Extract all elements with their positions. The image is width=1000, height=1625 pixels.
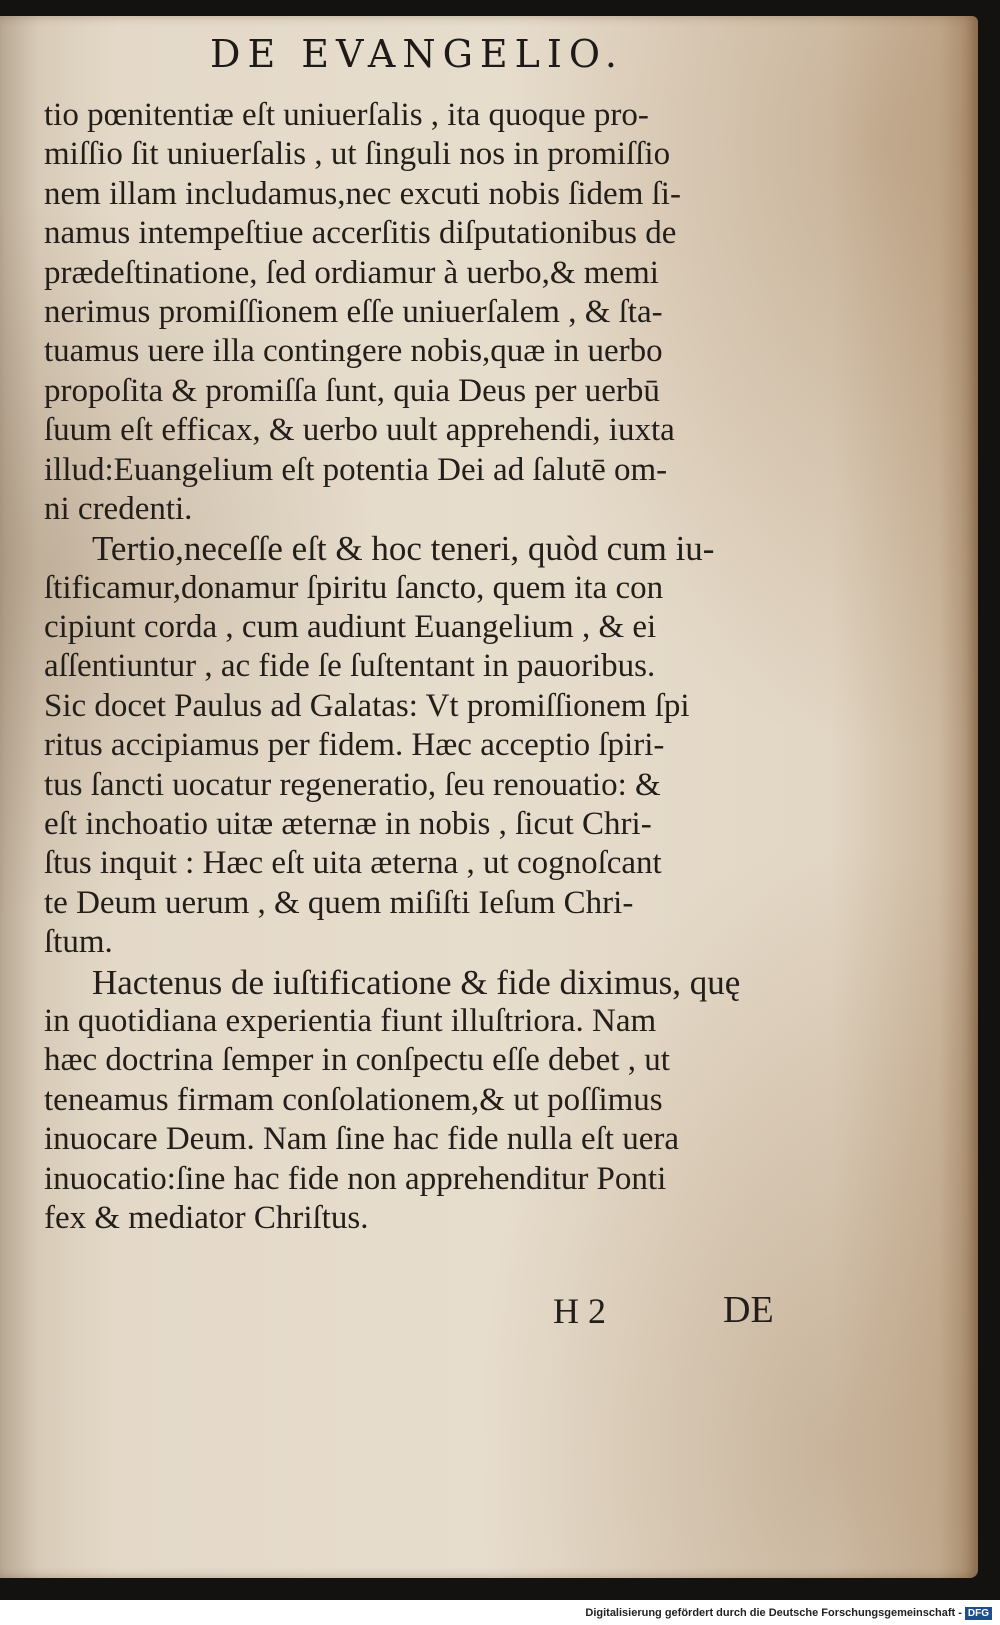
catchword: DE (723, 1289, 774, 1331)
text-line: ſtus inquit : Hæc eſt uita æterna , ut cognoſcant (44, 845, 662, 882)
text-line: eſt inchoatio uitæ æternæ in nobis , ſicut Chri- (44, 806, 652, 843)
text-line: Sic docet Paulus ad Galatas: Vt promiſſionem ſpi (44, 687, 690, 724)
text-line: namus intempeſtiue accerſitis diſputationibus de (44, 215, 677, 252)
paragraph-start-line: Tertio,neceſſe eſt & hoc teneri, quòd cum iu- (92, 529, 715, 569)
text-line: miſſio ſit uniuerſalis , ut ſinguli nos in promiſſio (44, 136, 671, 173)
text-line: nem illam includamus,nec excuti nobis ſidem ſi- (44, 175, 681, 212)
text-line: ſtificamur,donamur ſpiritu ſancto, quem ita con (44, 569, 664, 606)
text-line: tus ſancti uocatur regeneratio, ſeu renouatio: & (44, 766, 661, 803)
text-line: fex & mediator Chriſtus. (44, 1199, 369, 1236)
footer-credit: Digitalisierung gefördert durch die Deutsche Forschungsgemeinschaft - (585, 1607, 962, 1619)
digitization-footer (585, 1604, 992, 1622)
text-line: te Deum uerum , & quem miſiſti Ieſum Chri- (44, 884, 634, 921)
text-line: propoſita & promiſſa ſunt, quia Deus per uerbū (44, 372, 660, 409)
text-line: tuamus uere illa contingere nobis,quæ in uerbo (44, 333, 663, 370)
text-line: nerimus promiſſionem eſſe uniuerſalem , & ſta- (44, 293, 663, 330)
text-line: hæc doctrina ſemper in conſpectu eſſe debet , ut (44, 1042, 670, 1079)
text-line: tio pœnitentiæ eſt uniuerſalis , ita quoque pro- (44, 97, 649, 133)
text-line: aſſentiuntur , ac fide ſe ſuſtentant in pauoribus. (44, 648, 656, 685)
text-line: prædeſtinatione, ſed ordiamur à uerbo,& memi (44, 254, 659, 291)
text-line: ſuum eſt efficax, & uerbo uult apprehendi, iuxta (44, 412, 675, 449)
text-line: in quotidiana experientia fiunt illuſtriora. Nam (44, 1002, 657, 1039)
text-line: inuocare Deum. Nam ſine hac fide nulla eſt uera (44, 1121, 679, 1158)
body-text (44, 96, 794, 1238)
text-line: illud:Euangelium eſt potentia Dei ad ſalutē om- (44, 451, 668, 488)
book-page (0, 16, 978, 1578)
text-line: ritus accipiamus per fidem. Hæc acceptio ſpiri- (44, 727, 665, 764)
dfg-logo: DFG (965, 1607, 992, 1620)
signature-mark: H 2 (553, 1291, 606, 1331)
text-line: cipiunt corda , cum audiunt Euangelium , & ei (44, 609, 657, 646)
text-line: ſtum. (44, 924, 113, 961)
text-line: teneamus firmam conſolationem,& ut poſſimus (44, 1081, 663, 1118)
paragraph-start-line: Hactenus de iuſtificatione & fide diximus, quę (92, 962, 741, 1002)
running-header: DE EVANGELIO. (210, 32, 624, 76)
text-line: inuocatio:ſine hac fide non apprehenditur Ponti (44, 1160, 667, 1197)
text-line: ni credenti. (44, 490, 193, 527)
